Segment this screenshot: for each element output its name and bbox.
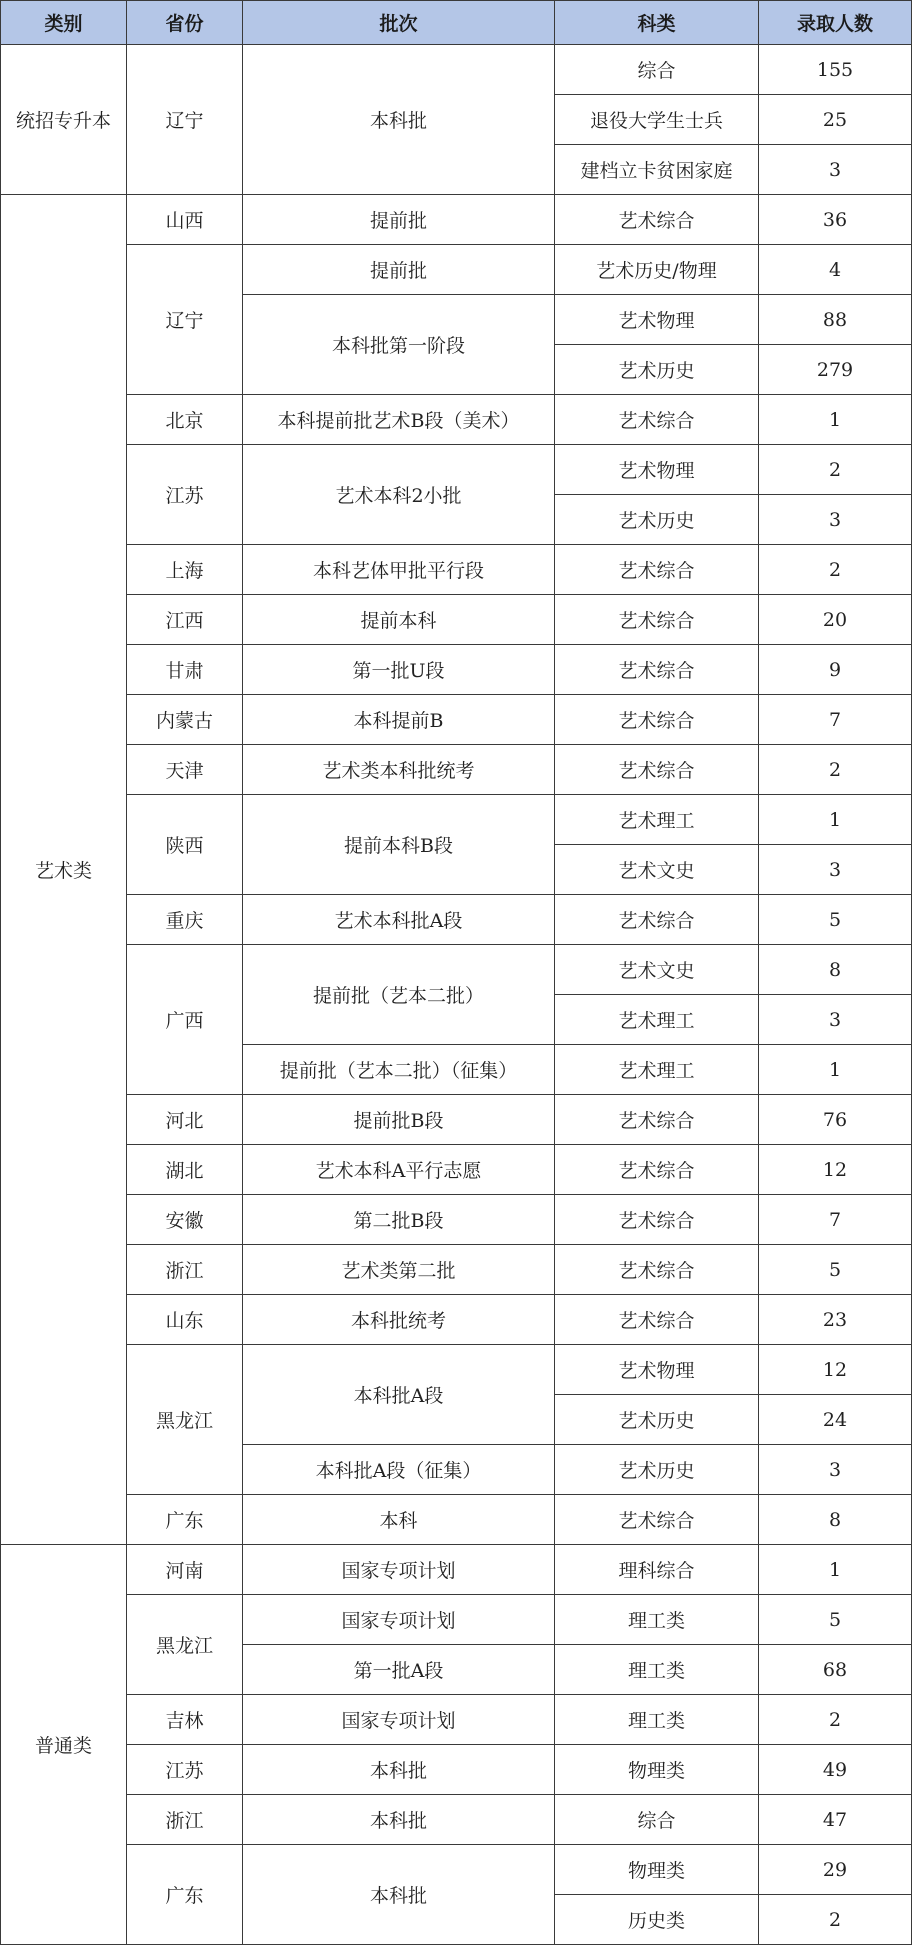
province-cell: 黑龙江 [127,1345,243,1495]
count-cell: 3 [759,995,912,1045]
subject-cell: 艺术综合 [555,1295,759,1345]
table-row [1,445,912,495]
batch-cell: 本科批 [243,1745,555,1795]
province-cell: 甘肃 [127,645,243,695]
subject-cell: 退役大学生士兵 [555,95,759,145]
table-row [1,745,912,795]
subject-cell: 艺术物理 [555,1345,759,1395]
table-row [1,1495,912,1545]
count-cell: 2 [759,545,912,595]
subject-cell: 艺术物理 [555,445,759,495]
batch-cell: 本科批 [243,1795,555,1845]
province-cell: 河南 [127,1545,243,1595]
province-cell: 上海 [127,545,243,595]
subject-cell: 艺术历史 [555,495,759,545]
table-row [1,795,912,845]
count-cell: 36 [759,195,912,245]
province-cell: 吉林 [127,1695,243,1745]
subject-cell: 综合 [555,1795,759,1845]
subject-cell: 艺术综合 [555,645,759,695]
batch-cell: 本科批第一阶段 [243,295,555,395]
header-batch: 批次 [243,1,555,45]
subject-cell: 艺术综合 [555,395,759,445]
table-row [1,1595,912,1645]
category-cell: 艺术类 [1,195,127,1545]
header-category: 类别 [1,1,127,45]
province-cell: 江苏 [127,1745,243,1795]
count-cell: 3 [759,1445,912,1495]
count-cell: 23 [759,1295,912,1345]
province-cell: 广西 [127,945,243,1095]
table-row [1,945,912,995]
batch-cell: 第一批U段 [243,645,555,695]
subject-cell: 艺术文史 [555,845,759,895]
province-cell: 浙江 [127,1245,243,1295]
count-cell: 20 [759,595,912,645]
header-province: 省份 [127,1,243,45]
subject-cell: 艺术理工 [555,795,759,845]
batch-cell: 本科批A段（征集） [243,1445,555,1495]
subject-cell: 物理类 [555,1745,759,1795]
category-cell: 统招专升本 [1,45,127,195]
count-cell: 1 [759,1545,912,1595]
province-cell: 山东 [127,1295,243,1345]
province-cell: 河北 [127,1095,243,1145]
category-cell: 普通类 [1,1545,127,1945]
subject-cell: 艺术历史 [555,1445,759,1495]
batch-cell: 本科批A段 [243,1345,555,1445]
count-cell: 155 [759,45,912,95]
province-cell: 内蒙古 [127,695,243,745]
batch-cell: 本科批统考 [243,1295,555,1345]
batch-cell: 艺术类第二批 [243,1245,555,1295]
count-cell: 8 [759,1495,912,1545]
subject-cell: 综合 [555,45,759,95]
count-cell: 7 [759,695,912,745]
count-cell: 5 [759,1245,912,1295]
count-cell: 47 [759,1795,912,1845]
province-cell: 辽宁 [127,45,243,195]
header-row [1,1,912,45]
province-cell: 广东 [127,1845,243,1945]
batch-cell: 提前批 [243,245,555,295]
subject-cell: 理工类 [555,1595,759,1645]
subject-cell: 艺术综合 [555,1495,759,1545]
count-cell: 1 [759,795,912,845]
subject-cell: 历史类 [555,1895,759,1945]
batch-cell: 本科批 [243,45,555,195]
table-header [1,1,912,45]
table-row [1,1095,912,1145]
subject-cell: 艺术综合 [555,1095,759,1145]
subject-cell: 建档立卡贫困家庭 [555,145,759,195]
table-row [1,1545,912,1595]
table-row [1,1145,912,1195]
subject-cell: 艺术综合 [555,895,759,945]
province-cell: 天津 [127,745,243,795]
count-cell: 76 [759,1095,912,1145]
count-cell: 3 [759,845,912,895]
count-cell: 2 [759,1695,912,1745]
count-cell: 2 [759,1895,912,1945]
subject-cell: 艺术历史/物理 [555,245,759,295]
batch-cell: 国家专项计划 [243,1695,555,1745]
table-row [1,1245,912,1295]
batch-cell: 艺术本科2小批 [243,445,555,545]
count-cell: 2 [759,745,912,795]
batch-cell: 本科提前B [243,695,555,745]
province-cell: 浙江 [127,1795,243,1845]
table-row [1,595,912,645]
batch-cell: 本科艺体甲批平行段 [243,545,555,595]
table-row [1,395,912,445]
subject-cell: 艺术综合 [555,695,759,745]
province-cell: 陕西 [127,795,243,895]
batch-cell: 提前本科B段 [243,795,555,895]
count-cell: 279 [759,345,912,395]
subject-cell: 艺术综合 [555,1245,759,1295]
province-cell: 江西 [127,595,243,645]
table-body [1,45,912,1945]
count-cell: 5 [759,1595,912,1645]
batch-cell: 第一批A段 [243,1645,555,1695]
batch-cell: 艺术类本科批统考 [243,745,555,795]
subject-cell: 理工类 [555,1695,759,1745]
count-cell: 3 [759,145,912,195]
table-row [1,45,912,95]
count-cell: 12 [759,1345,912,1395]
table-row [1,1345,912,1395]
batch-cell: 提前本科 [243,595,555,645]
header-count: 录取人数 [759,1,912,45]
province-cell: 湖北 [127,1145,243,1195]
batch-cell: 第二批B段 [243,1195,555,1245]
subject-cell: 艺术理工 [555,995,759,1045]
subject-cell: 艺术物理 [555,295,759,345]
subject-cell: 艺术综合 [555,1145,759,1195]
subject-cell: 艺术文史 [555,945,759,995]
count-cell: 3 [759,495,912,545]
batch-cell: 国家专项计划 [243,1595,555,1645]
table-row [1,1295,912,1345]
batch-cell: 本科提前批艺术B段（美术） [243,395,555,445]
batch-cell: 提前批B段 [243,1095,555,1145]
count-cell: 49 [759,1745,912,1795]
batch-cell: 艺术本科A平行志愿 [243,1145,555,1195]
count-cell: 29 [759,1845,912,1895]
count-cell: 9 [759,645,912,695]
batch-cell: 艺术本科批A段 [243,895,555,945]
batch-cell: 提前批（艺本二批） [243,945,555,1045]
table-row [1,1845,912,1895]
count-cell: 2 [759,445,912,495]
subject-cell: 艺术理工 [555,1045,759,1095]
count-cell: 1 [759,395,912,445]
subject-cell: 物理类 [555,1845,759,1895]
count-cell: 1 [759,1045,912,1095]
count-cell: 88 [759,295,912,345]
table-row [1,695,912,745]
province-cell: 山西 [127,195,243,245]
subject-cell: 艺术综合 [555,195,759,245]
subject-cell: 理工类 [555,1645,759,1695]
table-row [1,1195,912,1245]
table-row [1,645,912,695]
count-cell: 24 [759,1395,912,1445]
batch-cell: 国家专项计划 [243,1545,555,1595]
province-cell: 安徽 [127,1195,243,1245]
province-cell: 广东 [127,1495,243,1545]
subject-cell: 理科综合 [555,1545,759,1595]
province-cell: 重庆 [127,895,243,945]
count-cell: 4 [759,245,912,295]
table-row [1,545,912,595]
batch-cell: 本科 [243,1495,555,1545]
subject-cell: 艺术综合 [555,595,759,645]
count-cell: 8 [759,945,912,995]
table-row [1,895,912,945]
count-cell: 7 [759,1195,912,1245]
count-cell: 68 [759,1645,912,1695]
batch-cell: 提前批 [243,195,555,245]
province-cell: 黑龙江 [127,1595,243,1695]
province-cell: 北京 [127,395,243,445]
table-row [1,195,912,245]
table-row [1,1795,912,1845]
subject-cell: 艺术历史 [555,345,759,395]
count-cell: 25 [759,95,912,145]
subject-cell: 艺术历史 [555,1395,759,1445]
table-row [1,1695,912,1745]
province-cell: 辽宁 [127,245,243,395]
header-subject: 科类 [555,1,759,45]
subject-cell: 艺术综合 [555,545,759,595]
subject-cell: 艺术综合 [555,1195,759,1245]
count-cell: 5 [759,895,912,945]
subject-cell: 艺术综合 [555,745,759,795]
province-cell: 江苏 [127,445,243,545]
table-row [1,245,912,295]
count-cell: 12 [759,1145,912,1195]
batch-cell: 本科批 [243,1845,555,1945]
table-row [1,1745,912,1795]
batch-cell: 提前批（艺本二批）（征集） [243,1045,555,1095]
